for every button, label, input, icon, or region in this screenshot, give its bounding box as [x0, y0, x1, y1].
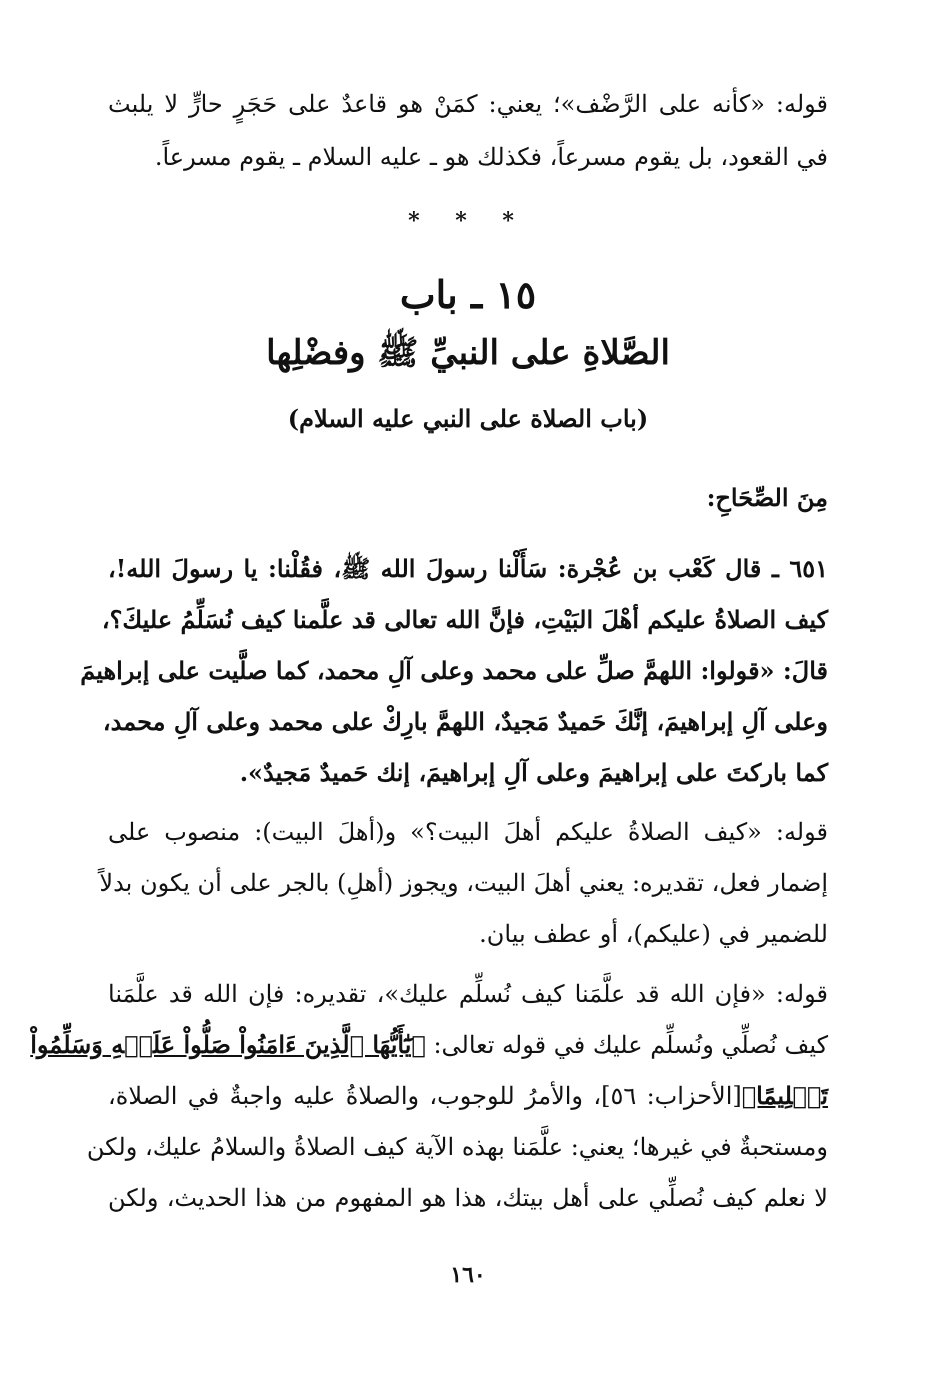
- top-paragraph-line-2: في القعود، بل يقوم مسرعاً، فكذلك هو ـ عليه السلام ـ يقوم مسرعاً.: [154, 143, 828, 171]
- commentary2-line-4: ومستحبةٌ في غيرها؛ يعني: علَّمَنا بهذه الآية كيف الصلاةُ والسلامُ عليك، ولكن: [86, 1133, 828, 1161]
- chapter-number: ١٥ ـ باب: [399, 272, 537, 317]
- top-paragraph-line-1: قوله: «كأنه على الرَّضْف»؛ يعني: كمَنْ هو قاعدٌ على حَجَرٍ حارٍّ لا يلبث: [108, 90, 828, 118]
- hadith-line-1: ٦٥١ ـ قال كَعْب بن عُجْرة: سَأَلْنا رسولَ الله ﷺ، فقُلْنا: يا رسولَ الله!،: [108, 554, 828, 583]
- quran-verse-part-1: ﴿يَٰٓأَيُّهَا ٱلَّذِينَ ءَامَنُواْ صَلُّواْ عَلَيۡهِ وَسَلِّمُواْ: [30, 1030, 426, 1059]
- section-label: مِنَ الصِّحَاحِ:: [706, 483, 828, 512]
- commentary2-line-1: قوله: «فإن الله قد علَّمَنا كيف نُسلِّم عليك»، تقديره: فإن الله قد علَّمَنا: [108, 980, 828, 1008]
- book-page: [30, 0, 828, 1380]
- commentary1-line-2: إضمار فعل، تقديره: يعني أهلَ البيت، ويجوز (أهلِ) بالجر على أن يكون بدلاً: [99, 869, 828, 897]
- commentary2-line-5: لا نعلم كيف نُصلِّي على أهل بيتك، هذا هو المفهوم من هذا الحديث، ولكن: [108, 1184, 828, 1212]
- hadith-line-4: وعلى آلِ إبراهيمَ، إنَّكَ حَميدٌ مَجيدٌ، اللهمَّ بارِكْ على محمد وعلى آلِ محمد،: [102, 707, 828, 736]
- chapter-title: الصَّلاةِ على النبيِّ ﷺ وفضْلِها: [266, 333, 670, 373]
- chapter-subtitle: (باب الصلاة على النبي عليه السلام): [287, 404, 649, 433]
- commentary2-line-2: [30, 1030, 828, 1060]
- commentary2-line-3: [108, 1082, 828, 1111]
- section-separator: * * *: [408, 208, 528, 234]
- hadith-line-2: كيف الصلاةُ عليكم أهْلَ البَيْتِ، فإنَّ الله تعالى قد علَّمنا كيف نُسَلِّمُ عليكَ؟،: [101, 605, 828, 634]
- commentary1-line-1: قوله: «كيف الصلاةُ عليكم أهلَ البيت؟» و(أهلَ البيت): منصوب على: [108, 818, 828, 846]
- page-number: ١٦٠: [450, 1262, 486, 1288]
- hadith-line-3: قالَ: «قولوا: اللهمَّ صلِّ على محمد وعلى آلِ محمد، كما صلَّيت على إبراهيمَ: [80, 656, 828, 685]
- commentary2-line-3-text: [الأحزاب: ٥٦]، والأمرُ للوجوب، والصلاةُ عليه واجبةٌ في الصلاة،: [108, 1082, 742, 1110]
- commentary2-line-2-text: كيف نُصلِّي ونُسلِّم عليك في قوله تعالى:: [433, 1031, 828, 1059]
- quran-verse-part-2: تَسۡلِيمًا﴾: [741, 1081, 828, 1110]
- hadith-line-5: كما باركتَ على إبراهيمَ وعلى آلِ إبراهيمَ، إنك حَميدٌ مَجيدٌ».: [239, 758, 828, 787]
- commentary1-line-3: للضمير في (عليكم)، أو عطف بيان.: [479, 920, 828, 948]
